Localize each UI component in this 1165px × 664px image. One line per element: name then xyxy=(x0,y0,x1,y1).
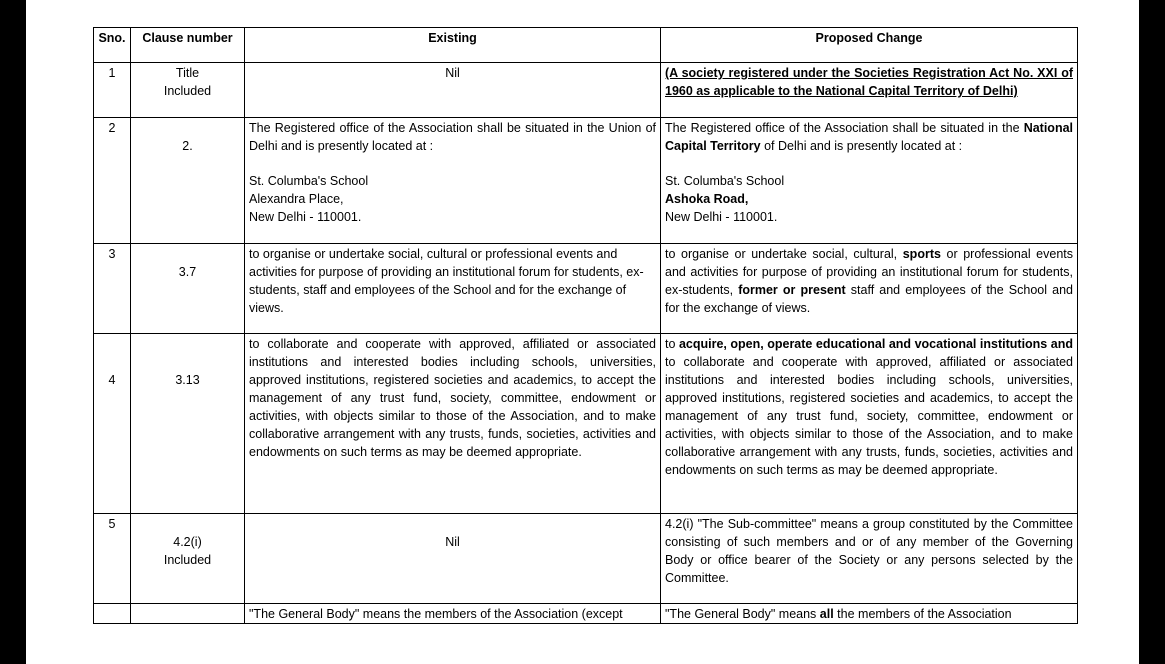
row-proposed xyxy=(661,63,1078,118)
row-sno: 3 xyxy=(94,244,131,334)
address-line: St. Columba's School xyxy=(249,174,369,188)
proposed-bold-text: acquire, open, operate educational and vocational institutions and xyxy=(678,337,1073,351)
address-line: Alexandra Place, xyxy=(249,192,344,206)
table-row xyxy=(94,514,1078,604)
row-sno: 4 xyxy=(94,334,131,514)
header-existing: Existing xyxy=(245,28,661,63)
row-clause-number xyxy=(131,604,245,624)
row-existing: "The General Body" means the members of the Association (except xyxy=(245,604,661,624)
header-proposed-change: Proposed Change xyxy=(661,28,1078,63)
clause-line: Title xyxy=(175,66,200,80)
row-clause-number: 2. xyxy=(131,118,245,244)
row-clause-number xyxy=(131,514,245,604)
proposed-text: The Registered office of the Association shall be situated in the National Capital Territory of Delhi and is presently located at : xyxy=(665,121,1073,153)
row-sno: 2 xyxy=(94,118,131,244)
proposed-bold-text: all xyxy=(819,607,834,621)
header-row xyxy=(94,28,1078,63)
row-proposed: 4.2(i) "The Sub-committee" means a group constituted by the Committee consisting of such members and or of any member of the Governing Body or office bearer of the Society or any persons selected by the Committee. xyxy=(661,514,1078,604)
header-clause-number: Clause number xyxy=(131,28,245,63)
row-existing: Nil xyxy=(245,514,661,604)
row-clause-number xyxy=(131,63,245,118)
proposed-bold-text: National Capital Territory xyxy=(665,121,1073,153)
clause-line: Included xyxy=(163,553,212,567)
table-row xyxy=(94,604,1078,624)
header-sno: Sno. xyxy=(94,28,131,63)
row-sno: 5 xyxy=(94,514,131,604)
row-proposed xyxy=(661,118,1078,244)
table-row xyxy=(94,244,1078,334)
address-line: St. Columba's School xyxy=(665,174,785,188)
row-proposed: to organise or undertake social, cultural, sports or professional events and activities for purpose of providing an institutional forum for students, ex-students, former or present staff and employees of the School and for the exchange of views. xyxy=(661,244,1078,334)
row-sno: 1 xyxy=(94,63,131,118)
address-line: New Delhi - 110001. xyxy=(665,210,778,224)
right-margin-bar xyxy=(1139,0,1165,664)
address-line: New Delhi - 110001. xyxy=(249,210,362,224)
proposed-bold-underlined-text: (A society registered under the Societies Registration Act No. XXI of 1960 as applicable to the National Capital Territory of Delhi) xyxy=(665,66,1073,98)
row-existing xyxy=(245,118,661,244)
table-row xyxy=(94,63,1078,118)
clause-line: Included xyxy=(163,84,212,98)
row-existing: Nil xyxy=(245,63,661,118)
left-margin-bar xyxy=(0,0,26,664)
clause-line: 4.2(i) xyxy=(173,535,202,549)
proposed-bold-text: former or present xyxy=(738,283,846,297)
row-existing: to organise or undertake social, cultural or professional events and activities for purpose of providing an institutional forum for students, ex-students, staff and employees of the School and for the exchange of views. xyxy=(245,244,661,334)
existing-text: The Registered office of the Association shall be situated in the Union of Delhi and is presently located at : xyxy=(249,121,656,153)
amendments-table xyxy=(93,27,1078,624)
row-clause-number: 3.13 xyxy=(131,334,245,514)
table-row xyxy=(94,334,1078,514)
document-page xyxy=(26,0,1139,664)
proposed-bold-text: sports xyxy=(902,247,941,261)
row-proposed: "The General Body" means all the members of the Association xyxy=(661,604,1078,624)
table-row xyxy=(94,118,1078,244)
row-clause-number: 3.7 xyxy=(131,244,245,334)
row-sno xyxy=(94,604,131,624)
address-line-bold: Ashoka Road, xyxy=(665,192,749,206)
row-existing: to collaborate and cooperate with approved, affiliated or associated institutions and interested bodies including schools, universities, approved institutions, registered societies and academics, to accept the management of any trust fund, society, committee, endowment or activities, with objects similar to those of the Association, and to make collaborative arrangement with any trusts, funds, societies, activities and endowments on such terms as may be deemed appropriate. xyxy=(245,334,661,514)
row-proposed: to acquire, open, operate educational and vocational institutions and to collaborate and cooperate with approved, affiliated or associated institutions and interested bodies including schools, universities, approved institutions, registered societies and academics, to accept the management of any trust fund, society, committee, endowment or activities, with objects similar to those of the Association, and to make collaborative arrangement with any trusts, funds, societies, activities and endowments on such terms as may be deemed appropriate. xyxy=(661,334,1078,514)
